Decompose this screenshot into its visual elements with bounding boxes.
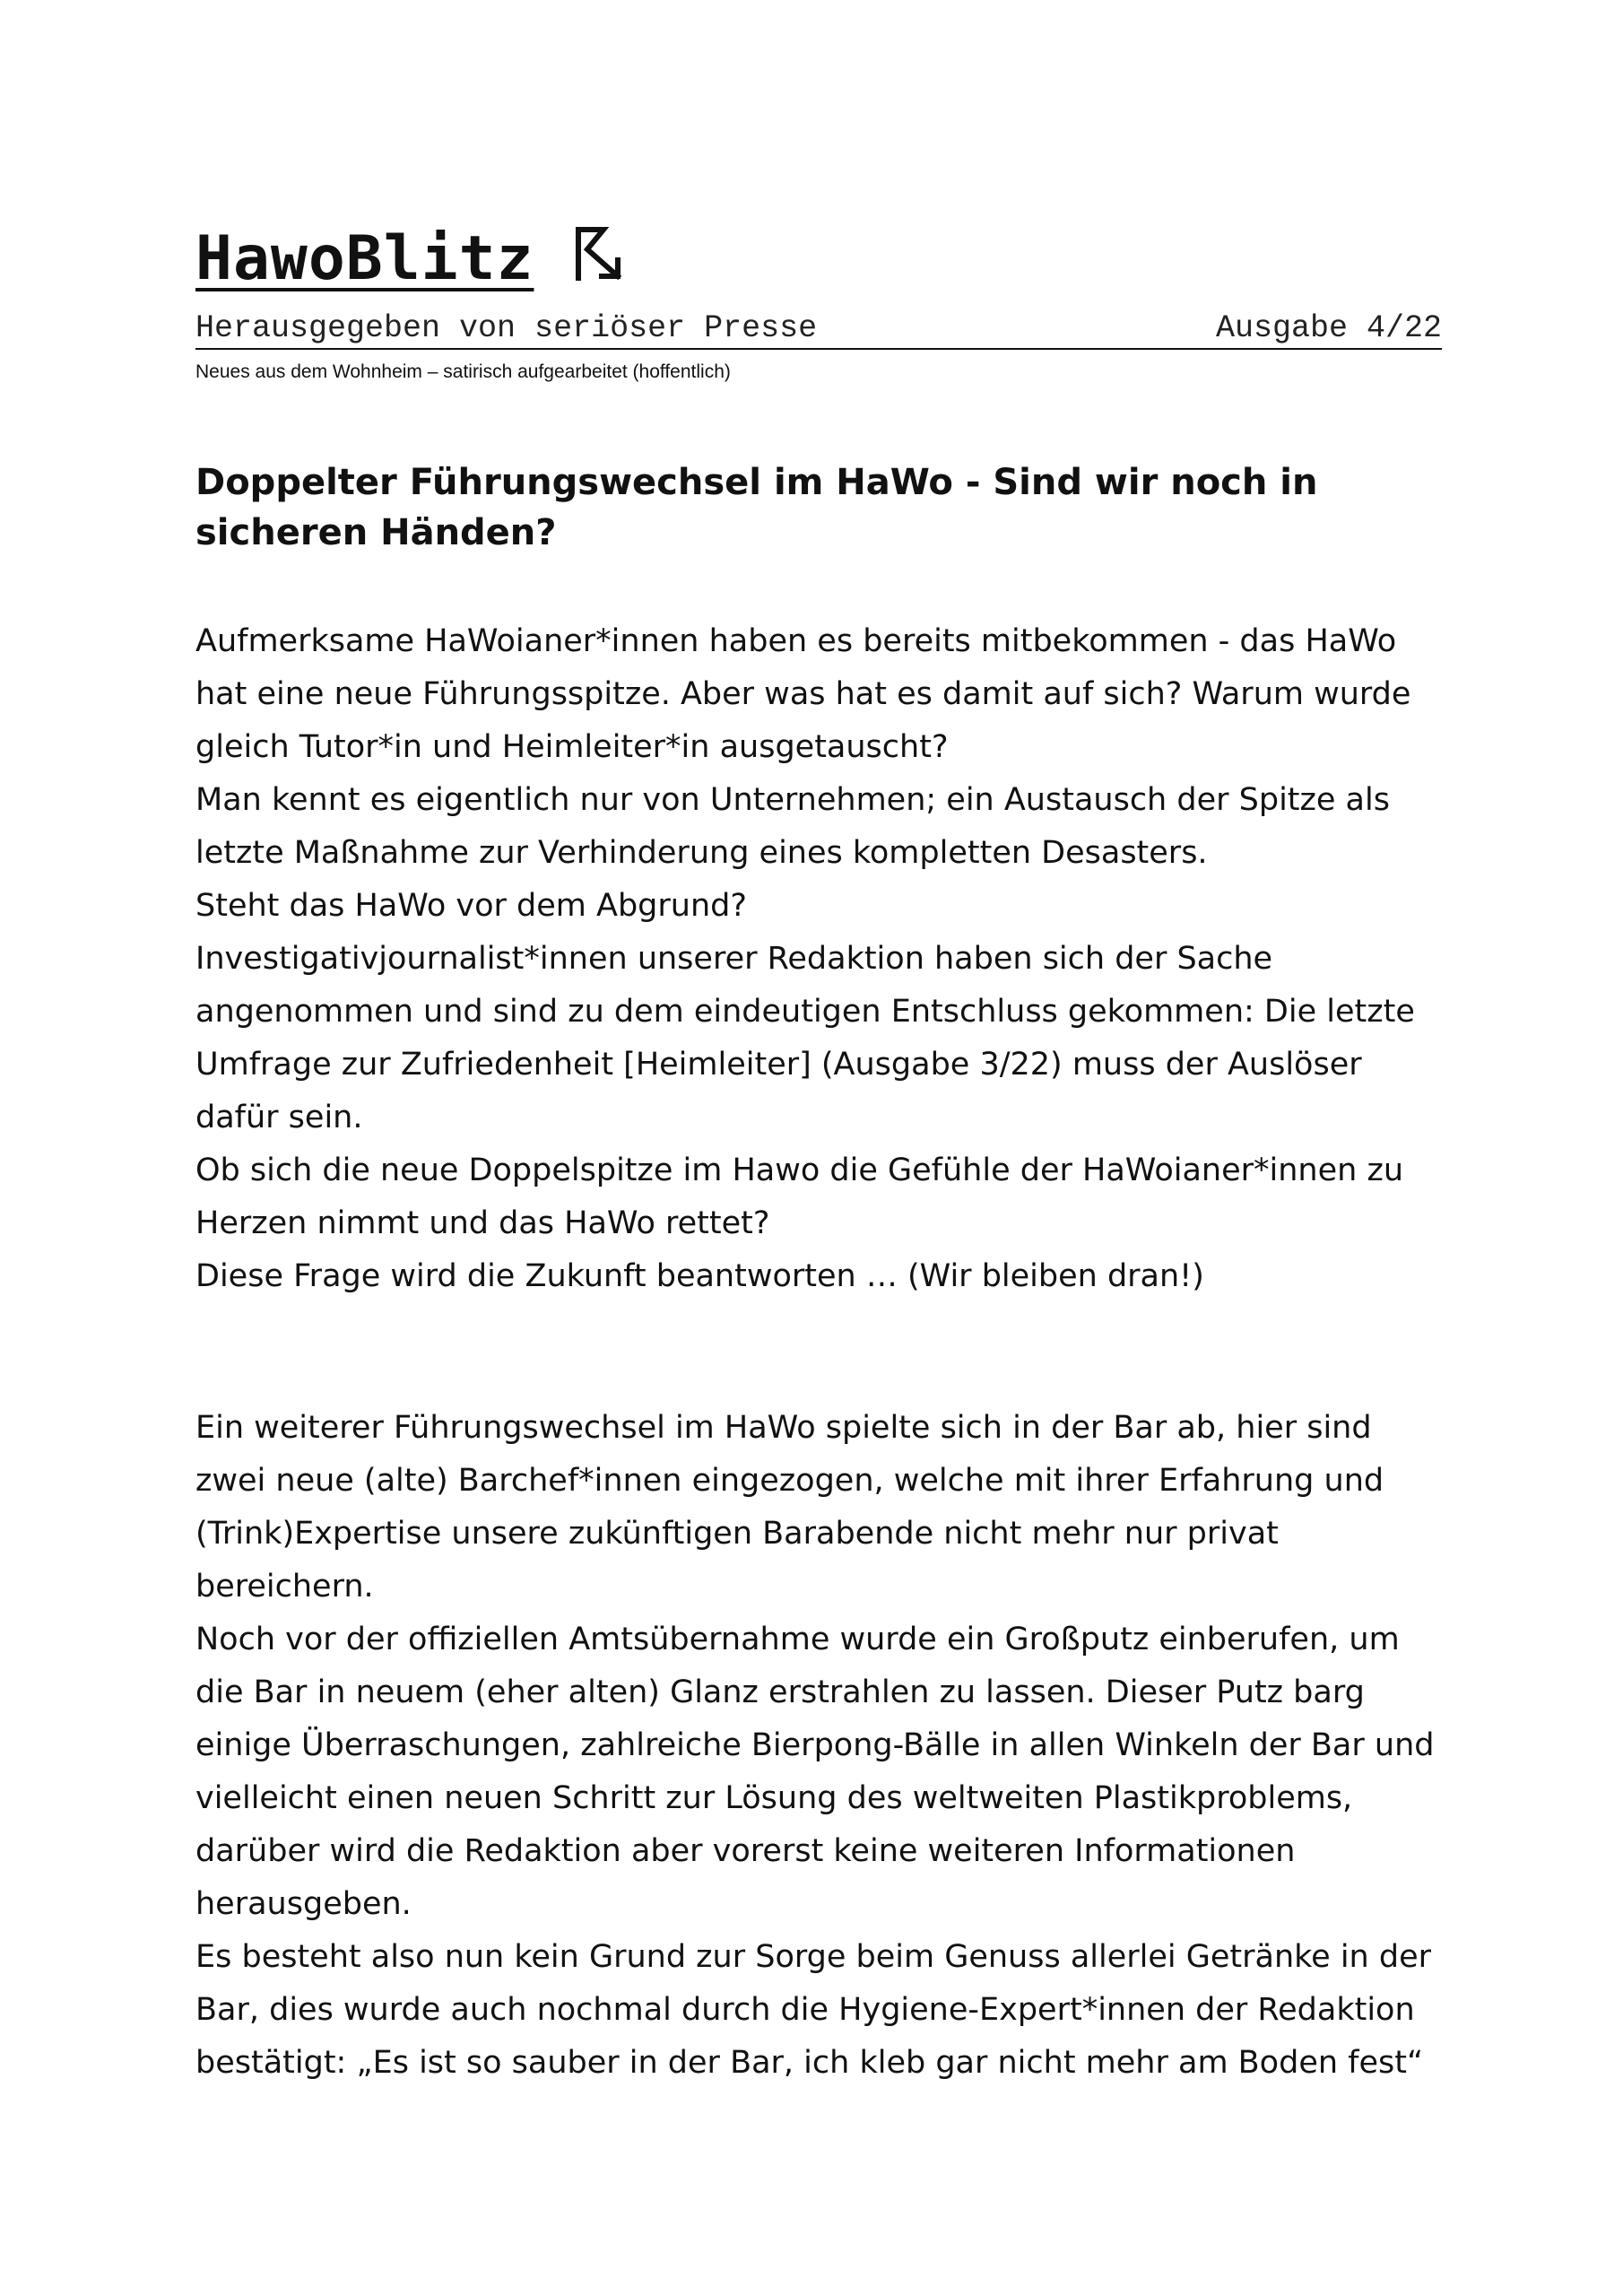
article-title: Doppelter Führungswechsel im HaWo - Sind wir noch in sicheren Händen? [195, 462, 1318, 553]
paragraph: Man kennt es eigentlich nur von Unternehmen; ein Austausch der Spitze als letzte Maßnahme zur Verhinderung eines kompletten Desasters. [195, 782, 1390, 871]
paragraph: Aufmerksame HaWoianer*innen haben es bereits mitbekommen - das HaWo hat eine neue Führungsspitze. Aber was hat es damit auf sich? Warum wurde gleich Tutor*in und Heimleiter*in ausgetauscht? [195, 623, 1411, 765]
paragraph: Diese Frage wird die Zukunft beantworten … (Wir bleiben dran!) [195, 1258, 1204, 1294]
paragraph: Noch vor der offiziellen Amtsübernahme wurde ein Großputz einberufen, um die Bar in neuem (eher alten) Glanz erstrahlen zu lassen. Dieser Putz barg einige Überraschungen, zahlreiche Bierpong-Bälle in allen Winkeln der Bar und vielleicht einen neuen Schritt zur Lösung des weltweiten Plastikproblems, darüber wird die Redaktion aber vorerst keine weiteren Informationen herausgeben. [195, 1622, 1435, 1922]
paragraph: Steht das HaWo vor dem Abgrund? [195, 888, 747, 924]
subtitle-row [195, 310, 1442, 350]
r-arrow-logo-icon [571, 224, 629, 282]
paragraph: Investigativjournalist*innen unserer Redaktion haben sich der Sache angenommen und sind zu dem eindeutigen Entschluss gekommen: Die letzte Umfrage zur Zufriedenheit [Heimleiter] (Ausgabe 3/22) muss der Auslöser dafür sein. [195, 941, 1415, 1135]
tagline: Neues aus dem Wohnheim – satirisch aufgearbeitet (hoffentlich) [195, 361, 731, 382]
paragraph: Ob sich die neue Doppelspitze im Hawo die Gefühle der HaWoianer*innen zu Herzen nimmt und das HaWo rettet? [195, 1152, 1404, 1241]
title-row [195, 212, 1442, 294]
newsletter-brand: HawoBlitz [195, 223, 534, 294]
paragraph: Es besteht also nun kein Grund zur Sorge beim Genuss allerlei Getränke in der Bar, dies wurde auch nochmal durch die Hygiene-Expert*innen der Redaktion bestätigt: „Es ist so sauber in der Bar, ich kleb gar nicht mehr am Boden fest“ [195, 1939, 1432, 2081]
article-section-2 [195, 1402, 1442, 2090]
masthead [195, 212, 1442, 384]
publisher-subtitle: Herausgegeben von seriöser Presse [195, 310, 818, 346]
issue-number: Ausgabe 4/22 [1215, 310, 1442, 346]
article-section-1 [195, 615, 1442, 1303]
paragraph: Ein weiterer Führungswechsel im HaWo spielte sich in der Bar ab, hier sind zwei neue (alte) Barchef*innen eingezogen, welche mit ihrer Erfahrung und (Trink)Expertise unsere zukünftigen Barabende nicht mehr nur privat bereichern. [195, 1410, 1384, 1605]
